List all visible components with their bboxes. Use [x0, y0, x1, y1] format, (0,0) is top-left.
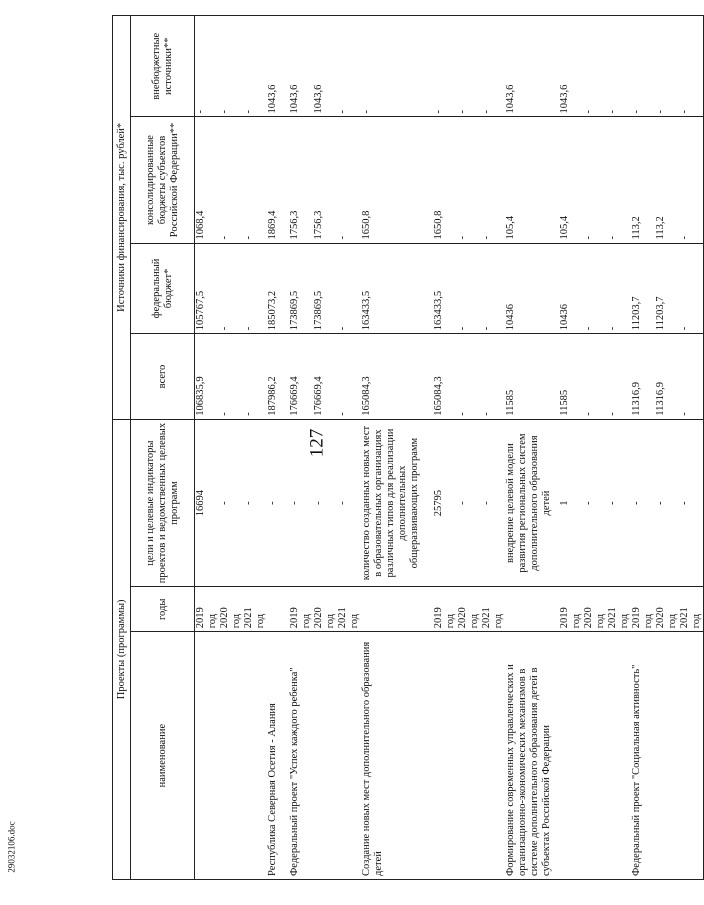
row-extra: - — [457, 16, 481, 118]
table-header — [113, 16, 195, 880]
row-name — [337, 632, 361, 880]
table-row — [481, 16, 505, 880]
row-consolidated: 105,4 — [505, 117, 559, 243]
row-name: Формирование современных управленческих и организационно-экономических механизмов в системе дополнительного образования детей в субъектах Российской Федерации — [505, 632, 559, 880]
row-extra: - — [481, 16, 505, 118]
table-row — [679, 16, 704, 880]
row-federal: - — [583, 243, 607, 334]
table-row — [607, 16, 631, 880]
row-consolidated: 1650,8 — [433, 117, 457, 243]
row-total: 165084,3 — [361, 334, 433, 419]
row-name — [195, 632, 220, 880]
row-extra: - — [655, 16, 679, 118]
row-extra: - — [219, 16, 243, 118]
table-row — [195, 16, 220, 880]
row-consolidated: - — [607, 117, 631, 243]
row-federal: - — [607, 243, 631, 334]
row-total: 11585 — [559, 334, 583, 419]
row-extra: 1043,6 — [313, 16, 337, 118]
row-year: 2021 год — [607, 587, 631, 632]
table-row — [289, 16, 313, 880]
row-year: 2020 год — [457, 587, 481, 632]
table-row — [313, 16, 337, 880]
row-goal: внедрение целевой модели развития региональных систем дополнительного образования детей — [505, 419, 559, 587]
row-name — [679, 632, 704, 880]
header-years: годы — [131, 587, 195, 632]
row-extra: - — [195, 16, 220, 118]
row-extra: - — [607, 16, 631, 118]
row-federal: - — [219, 243, 243, 334]
row-name — [607, 632, 631, 880]
row-goal: - — [631, 419, 655, 587]
row-total: - — [679, 334, 704, 419]
row-year: 2019 год — [289, 587, 313, 632]
row-goal: - — [219, 419, 243, 587]
row-extra: - — [631, 16, 655, 118]
table-row — [243, 16, 267, 880]
row-total: 11316,9 — [631, 334, 655, 419]
row-year: 2020 год — [583, 587, 607, 632]
row-year: 2020 год — [655, 587, 679, 632]
row-year — [505, 587, 559, 632]
row-name: Создание новых мест дополнительного образования детей — [361, 632, 433, 880]
header-sources: Источники финансирования, тыс. рублей* — [113, 16, 131, 420]
row-federal: 10436 — [559, 243, 583, 334]
row-extra: 1043,6 — [559, 16, 583, 118]
row-consolidated: 1869,4 — [267, 117, 289, 243]
row-federal: - — [679, 243, 704, 334]
row-year: 2020 год — [313, 587, 337, 632]
row-extra: - — [583, 16, 607, 118]
row-extra: - — [337, 16, 361, 118]
row-federal: - — [457, 243, 481, 334]
row-total: 187986,2 — [267, 334, 289, 419]
row-total: 11585 — [505, 334, 559, 419]
row-consolidated: - — [243, 117, 267, 243]
row-consolidated: - — [457, 117, 481, 243]
row-consolidated: 1650,8 — [361, 117, 433, 243]
row-year: 2020 год — [219, 587, 243, 632]
row-federal: - — [337, 243, 361, 334]
row-year: 2019 год — [433, 587, 457, 632]
row-extra: - — [361, 16, 433, 118]
row-goal: - — [583, 419, 607, 587]
row-goal: - — [481, 419, 505, 587]
header-consolidated: консолидированные бюджеты субъектов Российской Федерации** — [131, 117, 195, 243]
row-name — [481, 632, 505, 880]
row-name: Федеральный проект "Успех каждого ребенка" — [289, 632, 313, 880]
row-federal: 173869,5 — [313, 243, 337, 334]
row-consolidated: - — [583, 117, 607, 243]
header-name: наименование — [131, 632, 195, 880]
row-goal: 25795 — [433, 419, 457, 587]
finance-table — [112, 15, 704, 880]
row-total: - — [583, 334, 607, 419]
row-federal: 163433,5 — [433, 243, 457, 334]
table-row — [559, 16, 583, 880]
header-goals: цели и целевые индикаторы проектов и ведомственных целевых программ — [131, 419, 195, 587]
row-goal: 16694 — [195, 419, 220, 587]
row-total: - — [219, 334, 243, 419]
row-year — [361, 587, 433, 632]
row-consolidated: 113,2 — [655, 117, 679, 243]
row-name — [433, 632, 457, 880]
row-name — [243, 632, 267, 880]
table-row — [631, 16, 655, 880]
row-year: 2021 год — [243, 587, 267, 632]
row-extra: 1043,6 — [289, 16, 313, 118]
table-row — [655, 16, 679, 880]
row-extra: - — [679, 16, 704, 118]
table-row — [457, 16, 481, 880]
row-consolidated: - — [481, 117, 505, 243]
row-goal: 1 — [559, 419, 583, 587]
table-row — [361, 16, 433, 880]
row-goal: - — [289, 419, 313, 587]
row-goal: - — [313, 419, 337, 587]
row-extra: - — [433, 16, 457, 118]
row-total: - — [243, 334, 267, 419]
row-year: 2021 год — [679, 587, 704, 632]
row-consolidated: - — [679, 117, 704, 243]
table-row — [583, 16, 607, 880]
row-federal: 105767,5 — [195, 243, 220, 334]
row-consolidated: 1068,4 — [195, 117, 220, 243]
row-goal: - — [337, 419, 361, 587]
row-year: 2021 год — [337, 587, 361, 632]
header-total: всего — [131, 334, 195, 419]
row-year — [267, 587, 289, 632]
table-row — [433, 16, 457, 880]
row-total: 165084,3 — [433, 334, 457, 419]
row-name — [655, 632, 679, 880]
row-total: 11316,9 — [655, 334, 679, 419]
table-row — [337, 16, 361, 880]
row-federal: 11203,7 — [655, 243, 679, 334]
row-federal: 185073,2 — [267, 243, 289, 334]
row-year: 2021 год — [481, 587, 505, 632]
row-total: 176669,4 — [289, 334, 313, 419]
row-goal: - — [679, 419, 704, 587]
row-name — [457, 632, 481, 880]
header-projects: Проекты (программы) — [113, 419, 131, 879]
row-goal: количество созданных новых мест в образовательных организациях различных типов для реализации дополнительных общеразвивающих программ — [361, 419, 433, 587]
row-year: 2019 год — [559, 587, 583, 632]
row-consolidated: - — [219, 117, 243, 243]
table-body — [195, 16, 704, 880]
row-federal: 11203,7 — [631, 243, 655, 334]
table-row — [267, 16, 289, 880]
row-consolidated: 113,2 — [631, 117, 655, 243]
row-goal: - — [243, 419, 267, 587]
row-name — [313, 632, 337, 880]
row-name — [219, 632, 243, 880]
row-federal: 173869,5 — [289, 243, 313, 334]
row-name — [583, 632, 607, 880]
table-row — [219, 16, 243, 880]
row-goal: - — [607, 419, 631, 587]
row-consolidated: - — [337, 117, 361, 243]
page-number: 127 — [306, 428, 328, 458]
row-year: 2019 год — [631, 587, 655, 632]
finance-table-rotated — [112, 15, 702, 880]
row-federal: 10436 — [505, 243, 559, 334]
row-federal: - — [481, 243, 505, 334]
row-goal: - — [267, 419, 289, 587]
row-goal: - — [655, 419, 679, 587]
row-total: - — [607, 334, 631, 419]
row-name — [559, 632, 583, 880]
row-year: 2019 год — [195, 587, 220, 632]
row-extra: 1043,6 — [505, 16, 559, 118]
row-total: - — [481, 334, 505, 419]
row-name: Федеральный проект "Социальная активность" — [631, 632, 655, 880]
row-name: Республика Северная Осетия - Алания — [267, 632, 289, 880]
row-federal: - — [243, 243, 267, 334]
row-total: 106835,9 — [195, 334, 220, 419]
row-consolidated: 1756,3 — [289, 117, 313, 243]
row-total: 176669,4 — [313, 334, 337, 419]
row-goal: - — [457, 419, 481, 587]
row-total: - — [457, 334, 481, 419]
row-consolidated: 105,4 — [559, 117, 583, 243]
row-extra: 1043,6 — [267, 16, 289, 118]
row-total: - — [337, 334, 361, 419]
row-consolidated: 1756,3 — [313, 117, 337, 243]
footer-filename: 29032106.doc — [6, 821, 17, 873]
header-extra: внебюджетные источники** — [131, 16, 195, 118]
row-federal: 163433,5 — [361, 243, 433, 334]
table-row — [505, 16, 559, 880]
row-extra: - — [243, 16, 267, 118]
header-federal: федеральный бюджет* — [131, 243, 195, 334]
